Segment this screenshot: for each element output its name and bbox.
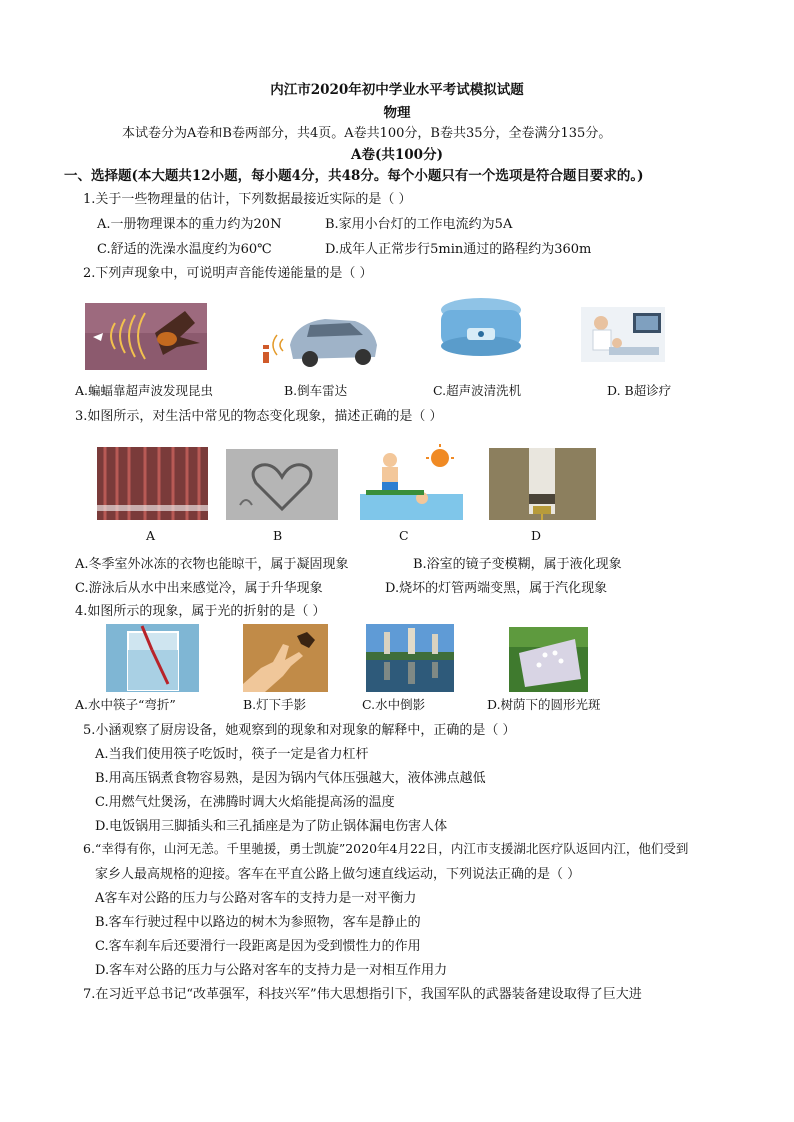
q3-option-c: C.游泳后从水中出来感觉冷，属于升华现象 — [75, 581, 323, 596]
q5-option-c: C.用燃气灶煲汤，在沸腾时调大火焰能提高汤的温度 — [95, 795, 395, 810]
q2-caption-a: A.蝙蝠靠超声波发现昆虫 — [75, 383, 214, 398]
water-reflection-image — [366, 624, 454, 692]
q1-option-a: A.一册物理课本的重力约为20N — [97, 217, 282, 232]
car-reversing-radar-image — [255, 305, 383, 371]
q3-label-d: D — [531, 528, 542, 543]
q3-option-a: A.冬季室外冰冻的衣物也能晾干，属于凝固现象 — [75, 557, 349, 572]
q4-caption-a: A.水中筷子“弯折” — [75, 697, 176, 712]
bat-ultrasound-image — [85, 303, 207, 370]
q4-caption-b: B.灯下手影 — [243, 697, 307, 712]
q1-option-c: C.舒适的洗澡水温度约为60℃ — [97, 242, 272, 257]
q6-stem-line2: 家乡人最高规格的迎接。客车在平直公路上做匀速直线运动，下列说法正确的是（ ） — [95, 867, 581, 882]
section-a-title: A卷(共100分) — [351, 147, 443, 163]
q2-caption-d: D. B超诊疗 — [607, 383, 672, 398]
ultrasonic-cleaner-image — [433, 294, 529, 360]
q1-stem: 1.关于一些物理量的估计，下列数据最接近实际的是（ ） — [83, 192, 412, 207]
q4-caption-d: D.树荫下的圆形光斑 — [487, 697, 601, 712]
q3-option-d: D.烧坏的灯管两端变黑，属于汽化现象 — [385, 581, 608, 596]
q5-stem: 5.小涵观察了厨房设备，她观察到的现象和对现象的解释中，正确的是（ ） — [83, 723, 516, 738]
q2-caption-b: B.倒车雷达 — [284, 383, 348, 398]
q3-option-b: B.浴室的镜子变模糊，属于液化现象 — [413, 557, 622, 572]
section-heading: 一、选择题(本大题共12小题，每小题4分，共48分。每个小题只有一个选项是符合题目要求的。) — [64, 168, 644, 184]
exam-title: 内江市2020年初中学业水平考试模拟试题 — [270, 82, 524, 98]
q3-label-b: B — [273, 528, 283, 543]
q6-stem-line1: 6.“幸得有你，山河无恙。千里驰援，勇士凯旋”2020年4月22日，内江市支援湖北医疗队返回内江，他们受到 — [83, 841, 689, 856]
q1-option-b: B.家用小台灯的工作电流约为5A — [325, 217, 513, 232]
tree-shade-light-spots-image — [509, 627, 588, 692]
hand-shadow-image — [243, 624, 328, 692]
frozen-clothes-image — [97, 447, 208, 520]
q6-option-c: C.客车刹车后还要滑行一段距离是因为受到惯性力的作用 — [95, 939, 421, 954]
chopstick-in-water-image — [106, 624, 199, 692]
b-ultrasound-image — [581, 307, 665, 362]
q5-option-d: D.电饭锅用三脚插头和三孔插座是为了防止锅体漏电伤害人体 — [95, 819, 448, 834]
foggy-mirror-image — [226, 449, 338, 520]
q2-stem: 2.下列声现象中，可说明声音能传递能量的是（ ） — [83, 266, 373, 281]
q3-label-a: A — [146, 528, 156, 543]
q5-option-a: A.当我们使用筷子吃饭时，筷子一定是省力杠杆 — [95, 747, 369, 762]
q2-caption-c: C.超声波清洗机 — [433, 383, 522, 398]
q3-stem: 3.如图所示，对生活中常见的物态变化现象，描述正确的是（ ） — [75, 409, 443, 424]
q6-option-d: D.客车对公路的压力与公路对客车的支持力是一对相互作用力 — [95, 963, 448, 978]
q6-option-a: A客车对公路的压力与公路对客车的支持力是一对平衡力 — [95, 891, 417, 906]
q5-option-b: B.用高压锅煮食物容易熟，是因为锅内气体压强越大，液体沸点越低 — [95, 771, 486, 786]
burnt-lamp-tube-image — [489, 448, 596, 520]
exam-intro: 本试卷分为A卷和B卷两部分，共4页。A卷共100分，B卷共35分，全卷满分135分。 — [122, 126, 612, 141]
swimmer-cartoon-image — [360, 444, 463, 520]
q4-caption-c: C.水中倒影 — [362, 697, 426, 712]
q7-stem: 7.在习近平总书记“改革强军，科技兴军”伟大思想指引下，我国军队的武器装备建设取得了巨大进 — [83, 987, 642, 1002]
q1-option-d: D.成年人正常步行5min通过的路程约为360m — [325, 242, 592, 257]
q3-label-c: C — [399, 528, 409, 543]
q6-option-b: B.客车行驶过程中以路边的树木为参照物，客车是静止的 — [95, 915, 421, 930]
q4-stem: 4.如图所示的现象，属于光的折射的是（ ） — [75, 604, 326, 619]
subject-title: 物理 — [383, 105, 411, 121]
